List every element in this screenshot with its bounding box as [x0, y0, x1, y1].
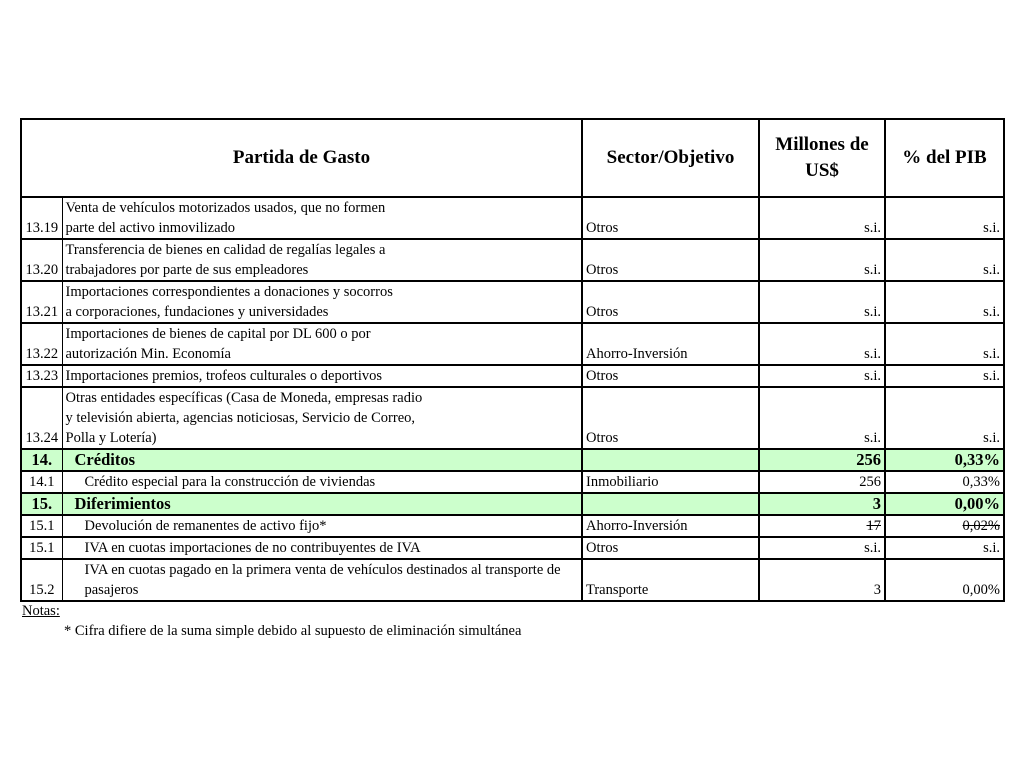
header-pib: % del PIB	[885, 119, 1004, 197]
row-pib: 0,02%	[885, 515, 1004, 537]
table-row	[21, 537, 1004, 559]
description-line: Diferimientos	[74, 494, 171, 513]
row-pib: s.i.	[885, 197, 1004, 239]
row-sector: Transporte	[582, 559, 759, 601]
row-description	[62, 493, 582, 515]
table-row	[21, 239, 1004, 281]
table-row	[21, 559, 1004, 601]
table-row	[21, 197, 1004, 239]
header-millones: Millones de US$	[759, 119, 885, 197]
row-code: 15.	[21, 493, 62, 515]
description-line: Polla y Lotería)	[65, 430, 157, 446]
row-sector	[582, 449, 759, 471]
row-description	[62, 281, 582, 323]
row-millones: 256	[759, 471, 885, 493]
description-line: IVA en cuotas pagado en la primera venta de vehículos destinados al transporte de	[84, 562, 561, 578]
row-code: 14.1	[21, 471, 62, 493]
row-millones: s.i.	[759, 387, 885, 449]
row-description	[62, 471, 582, 493]
row-description	[62, 515, 582, 537]
row-code: 13.21	[21, 281, 62, 323]
row-sector: Ahorro-Inversión	[582, 515, 759, 537]
table-row	[21, 515, 1004, 537]
row-sector: Otros	[582, 387, 759, 449]
header-sector: Sector/Objetivo	[582, 119, 759, 197]
description-line: IVA en cuotas importaciones de no contribuyentes de IVA	[84, 540, 421, 556]
row-pib: s.i.	[885, 239, 1004, 281]
table-body	[21, 197, 1004, 601]
description-line: Venta de vehículos motorizados usados, que no formen	[65, 200, 386, 216]
notes-text: * Cifra difiere de la suma simple debido al supuesto de eliminación simultánea	[64, 623, 522, 639]
row-code: 13.24	[21, 387, 62, 449]
row-millones: s.i.	[759, 281, 885, 323]
row-pib: 0,00%	[885, 559, 1004, 601]
row-pib: s.i.	[885, 387, 1004, 449]
description-line: Otras entidades específicas (Casa de Moneda, empresas radio	[65, 390, 423, 406]
row-millones: s.i.	[759, 239, 885, 281]
row-code: 13.20	[21, 239, 62, 281]
row-code: 15.2	[21, 559, 62, 601]
description-line: Transferencia de bienes en calidad de regalías legales a	[65, 242, 386, 258]
row-millones: 17	[759, 515, 885, 537]
row-description	[62, 449, 582, 471]
row-pib: 0,33%	[885, 449, 1004, 471]
row-description	[62, 559, 582, 601]
row-sector: Otros	[582, 197, 759, 239]
table-row	[21, 471, 1004, 493]
row-code: 15.1	[21, 515, 62, 537]
row-sector: Inmobiliario	[582, 471, 759, 493]
table-row	[21, 387, 1004, 449]
row-sector: Otros	[582, 281, 759, 323]
row-pib: s.i.	[885, 365, 1004, 387]
gasto-table	[20, 118, 1005, 602]
group-row	[21, 449, 1004, 471]
description-line: pasajeros	[84, 582, 139, 598]
row-sector: Otros	[582, 537, 759, 559]
table-row	[21, 281, 1004, 323]
row-sector	[582, 493, 759, 515]
row-description	[62, 323, 582, 365]
row-description	[62, 365, 582, 387]
row-sector: Ahorro-Inversión	[582, 323, 759, 365]
table-row	[21, 365, 1004, 387]
description-line: trabajadores por parte de sus empleadores	[65, 262, 309, 278]
description-line: Importaciones premios, trofeos culturales o deportivos	[65, 368, 383, 384]
row-description	[62, 537, 582, 559]
row-millones: s.i.	[759, 537, 885, 559]
row-millones: s.i.	[759, 323, 885, 365]
row-code: 14.	[21, 449, 62, 471]
row-description	[62, 197, 582, 239]
description-line: Créditos	[74, 450, 135, 469]
description-line: Devolución de remanentes de activo fijo*	[84, 518, 327, 534]
notes	[22, 601, 521, 641]
row-pib: s.i.	[885, 323, 1004, 365]
row-code: 13.23	[21, 365, 62, 387]
row-code: 13.22	[21, 323, 62, 365]
row-pib: s.i.	[885, 281, 1004, 323]
row-pib: 0,00%	[885, 493, 1004, 515]
row-millones: 3	[759, 493, 885, 515]
row-millones: s.i.	[759, 365, 885, 387]
description-line: a corporaciones, fundaciones y universidades	[65, 304, 329, 320]
description-line: autorización Min. Economía	[65, 346, 231, 362]
header-partida: Partida de Gasto	[21, 119, 582, 197]
notes-title: Notas:	[22, 603, 60, 619]
description-line: Importaciones correspondientes a donaciones y socorros	[65, 284, 393, 300]
header-row	[21, 119, 1004, 197]
row-pib: 0,33%	[885, 471, 1004, 493]
group-row	[21, 493, 1004, 515]
description-line: Crédito especial para la construcción de viviendas	[84, 474, 376, 490]
description-line: y televisión abierta, agencias noticiosas, Servicio de Correo,	[65, 410, 416, 426]
row-pib: s.i.	[885, 537, 1004, 559]
row-description	[62, 387, 582, 449]
row-sector: Otros	[582, 365, 759, 387]
row-code: 15.1	[21, 537, 62, 559]
row-sector: Otros	[582, 239, 759, 281]
row-code: 13.19	[21, 197, 62, 239]
description-line: parte del activo inmovilizado	[65, 220, 236, 236]
row-millones: s.i.	[759, 197, 885, 239]
description-line: Importaciones de bienes de capital por DL 600 o por	[65, 326, 371, 342]
row-millones: 3	[759, 559, 885, 601]
table-row	[21, 323, 1004, 365]
row-description	[62, 239, 582, 281]
row-millones: 256	[759, 449, 885, 471]
